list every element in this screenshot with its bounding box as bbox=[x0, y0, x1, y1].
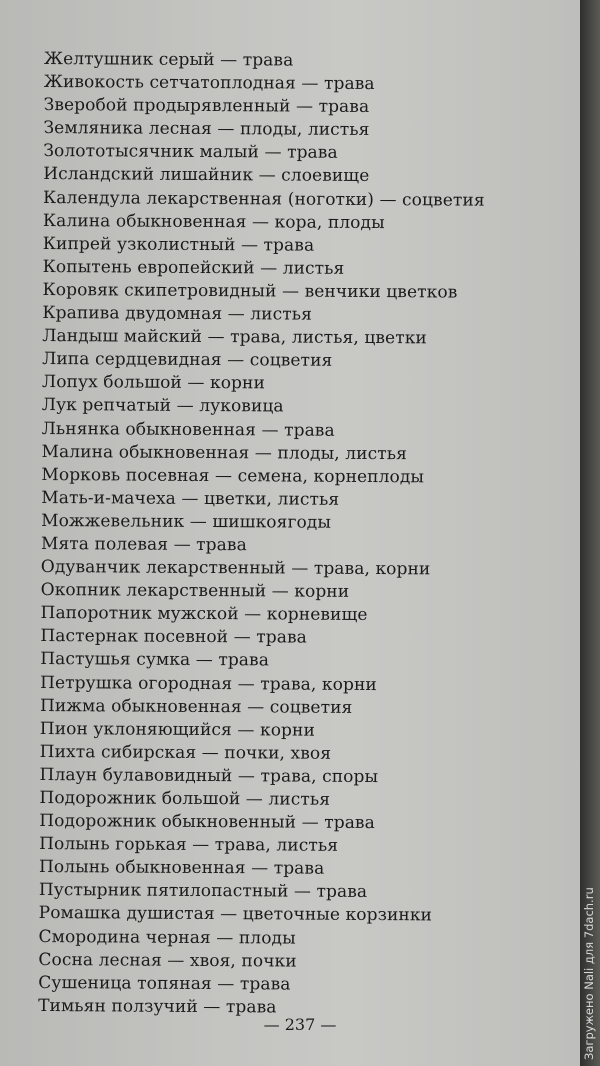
list-item: Ромашка душистая — цветочные корзинки bbox=[38, 903, 433, 926]
list-item: Липа сердцевидная — соцветия bbox=[42, 349, 333, 371]
list-item: Пастернак посевной — трава bbox=[40, 626, 307, 648]
list-item: Мята полевая — трава bbox=[40, 533, 247, 556]
list-item: Подорожник большой — листья bbox=[39, 787, 331, 810]
list-item: Пион уклоняющийся — корни bbox=[39, 718, 315, 741]
list-item: Сосна лесная — хвоя, почки bbox=[38, 949, 297, 972]
list-item: Календула лекарственная (ноготки) — соцветия bbox=[43, 187, 485, 211]
list-item: Исландский лишайник — слоевище bbox=[43, 164, 370, 187]
list-item: Подорожник обыкновенный — трава bbox=[39, 811, 375, 834]
list-item: Льнянка обыкновенная — трава bbox=[41, 418, 335, 441]
list-item: Плаун булавовидный — трава, споры bbox=[39, 764, 379, 787]
list-item: Морковь посевная — семена, корнеплоды bbox=[41, 464, 425, 488]
list-item: Папоротник мужской — корневище bbox=[40, 603, 368, 626]
list-item: Зверобой продырявленный — трава bbox=[43, 95, 370, 118]
list-item: Копытень европейский — листья bbox=[42, 256, 345, 279]
list-item: Окопник лекарственный — корни bbox=[40, 580, 350, 603]
list-item: Тимьян ползучий — трава bbox=[38, 995, 277, 1018]
list-item: Одуванчик лекарственный — трава, корни bbox=[40, 557, 431, 580]
list-item: Лук репчатый — луковица bbox=[41, 395, 284, 417]
list-item: Петрушка огородная — трава, корни bbox=[40, 672, 377, 695]
list-item: Пижма обыкновенная — соцветия bbox=[39, 695, 353, 718]
list-item: Золототысячник малый — трава bbox=[43, 141, 338, 164]
list-item: Смородина черная — плоды bbox=[38, 926, 296, 949]
list-item: Пастушья сумка — трава bbox=[40, 649, 270, 671]
list-item: Сушеница топяная — трава bbox=[38, 972, 291, 995]
list-item: Земляника лесная — плоды, листья bbox=[43, 118, 370, 141]
list-item: Малина обыкновенная — плоды, листья bbox=[41, 441, 407, 464]
list-item: Можжевельник — шишкоягоды bbox=[41, 510, 332, 533]
list-item: Калина обыкновенная — кора, плоды bbox=[42, 210, 385, 233]
list-item: Ландыш майский — трава, листья, цветки bbox=[42, 326, 427, 349]
watermark: Загружено Nali для 7dach.ru bbox=[582, 887, 596, 1060]
list-item: Живокость сетчатоплодная — трава bbox=[43, 72, 375, 95]
list-item: Пустырник пятилопастный — трава bbox=[38, 880, 368, 903]
list-item: Пихта сибирская — почки, хвоя bbox=[39, 741, 332, 764]
list-item: Кипрей узколистный — трава bbox=[42, 233, 315, 256]
list-item: Полынь горькая — трава, листья bbox=[39, 834, 339, 856]
page-number: — 237 — bbox=[263, 1015, 337, 1034]
list-item: Мать-и-мачеха — цветки, листья bbox=[41, 487, 340, 510]
list-item: Коровяк скипетровидный — венчики цветков bbox=[42, 279, 458, 303]
plant-list bbox=[38, 48, 486, 1021]
list-item: Крапива двудомная — листья bbox=[42, 303, 312, 325]
list-item: Полынь обыкновенная — трава bbox=[38, 857, 325, 880]
list-item: Лопух большой — корни bbox=[41, 372, 265, 394]
list-item: Желтушник серый — трава bbox=[43, 48, 294, 71]
